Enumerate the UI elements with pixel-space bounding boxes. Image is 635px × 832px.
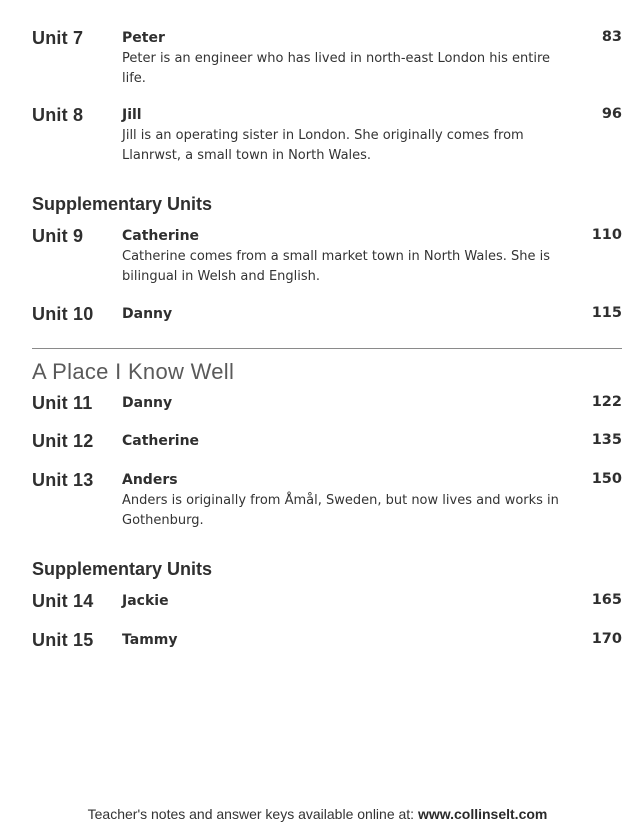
unit-label: Unit 11 — [32, 393, 93, 413]
unit-label: Unit 14 — [32, 591, 94, 611]
unit-label: Unit 15 — [32, 630, 94, 650]
page-number: 150 — [591, 471, 622, 487]
page-number: 170 — [591, 631, 622, 647]
page-number: 115 — [591, 305, 622, 321]
page-number: 122 — [591, 394, 622, 410]
supplementary-units-heading: Supplementary Units — [32, 559, 213, 579]
speaker-name: Danny — [122, 306, 173, 322]
page-number: 165 — [591, 592, 622, 608]
section-title: A Place I Know Well — [32, 359, 235, 384]
unit-label: Unit 10 — [32, 304, 94, 324]
footer-text: Teacher's notes and answer keys available online at: — [87, 806, 418, 822]
website-link[interactable]: www.collinselt.com — [417, 806, 548, 822]
unit-description: Jill is an operating sister in London. She originally comes from Llanrwst, a small town in North Wales. — [122, 128, 524, 163]
supplementary-units-heading: Supplementary Units — [32, 194, 213, 214]
unit-description: Catherine comes from a small market town in North Wales. She is bilingual in Welsh and English. — [122, 249, 551, 284]
unit-label: Unit 12 — [32, 431, 94, 451]
speaker-name: Jill — [122, 107, 142, 123]
page-number: 110 — [591, 227, 622, 243]
unit-label: Unit 9 — [32, 226, 84, 246]
page-number: 96 — [601, 106, 622, 122]
speaker-name: Tammy — [122, 632, 178, 648]
speaker-name: Catherine — [122, 228, 200, 244]
speaker-name: Catherine — [122, 433, 200, 449]
page-number: 135 — [591, 432, 622, 448]
section-divider — [32, 348, 622, 349]
unit-description: Anders is originally from Åmål, Sweden, but now lives and works in Gothenburg. — [122, 493, 559, 528]
unit-label: Unit 8 — [32, 105, 84, 125]
speaker-name: Peter — [122, 30, 165, 46]
unit-description: Peter is an engineer who has lived in north-east London his entire life. — [122, 51, 551, 86]
speaker-name: Danny — [122, 395, 173, 411]
unit-label: Unit 7 — [32, 28, 84, 48]
footer-note — [0, 806, 635, 822]
speaker-name: Anders — [122, 472, 178, 488]
speaker-name: Jackie — [122, 593, 169, 609]
page-number: 83 — [601, 29, 622, 45]
unit-label: Unit 13 — [32, 470, 94, 490]
